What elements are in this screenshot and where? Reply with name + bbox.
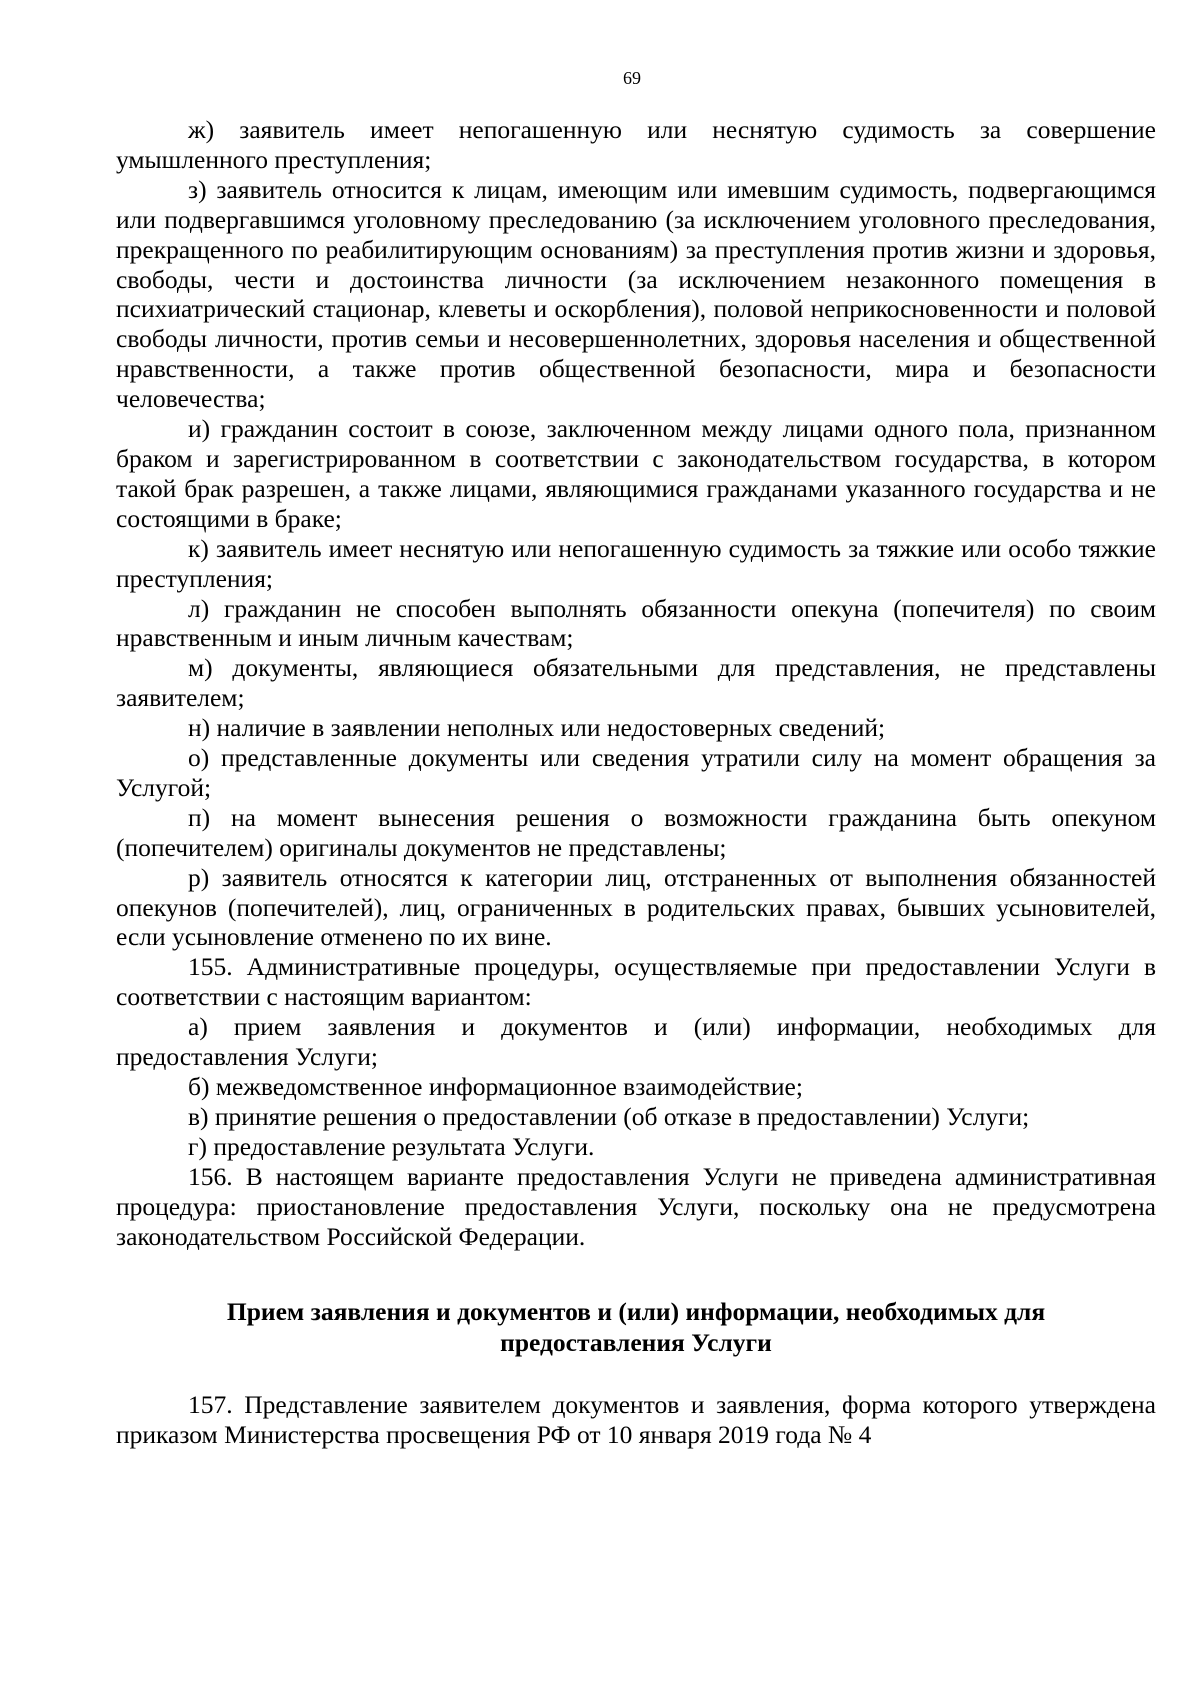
paragraph-item-p: п) на момент вынесения решения о возможности гражданина быть опекуном (попечителем) оригиналы документов не представлены; (116, 802, 1156, 862)
paragraph-item-n: н) наличие в заявлении неполных или недостоверных сведений; (188, 713, 886, 743)
paragraph-157: 157. Представление заявителем документов и заявления, форма которого утверждена приказом Министерства просвещения РФ от 10 января 2019 года № 4 (116, 1390, 1156, 1450)
paragraph-item-m: м) документы, являющиеся обязательными для представления, не представлены заявителем; (116, 653, 1156, 713)
paragraph-item-k: к) заявитель имеет неснятую или непогашенную судимость за тяжкие или особо тяжкие преступления; (116, 533, 1156, 593)
paragraph-item-v: в) принятие решения о предоставлении (об отказе в предоставлении) Услуги; (188, 1101, 1030, 1131)
paragraph-item-zh: ж) заявитель имеет непогашенную или неснятую судимость за совершение умышленного преступления; (116, 115, 1156, 174)
paragraph-item-l: л) гражданин не способен выполнять обязанности опекуна (попечителя) по своим нравственным и иным личным качествам; (116, 593, 1156, 653)
paragraph-item-r: р) заявитель относятся к категории лиц, отстраненных от выполнения обязанностей опекунов (попечителей), лиц, ограниченных в родительских правах, бывших усыновителей, если усыновление отменено по их вине. (116, 862, 1156, 952)
paragraph-item-i: и) гражданин состоит в союзе, заключенном между лицами одного пола, признанном браком и зарегистрированном в соответствии с законодательством государства, в котором такой брак разрешен, а также лицами, являющимися гражданами указанного государства и не состоящими в браке; (116, 414, 1156, 533)
paragraph-item-b: б) межведомственное информационное взаимодействие; (188, 1072, 803, 1101)
section-heading: Прием заявления и документов и (или) информации, необходимых для предоставления Услуги (226, 1297, 1046, 1358)
paragraph-item-z: з) заявитель относится к лицам, имеющим или имевшим судимость, подвергающимся или подвергавшимся уголовному преследованию (за исключением уголовного преследования, прекращенного по реабилитирующим основаниям) за преступления против жизни и здоровья, свободы, чести и достоинства личности (за исключением незаконного помещения в психиатрический стационар, клеветы и оскорбления), половой неприкосновенности и половой свободы личности, против семьи и несовершеннолетних, здоровья населения и общественной нравственности, а также против общественной безопасности, мира и безопасности человечества; (116, 174, 1156, 414)
paragraph-item-o: о) представленные документы или сведения утратили силу на момент обращения за Услугой; (116, 743, 1156, 802)
paragraph-item-g: г) предоставление результата Услуги. (188, 1131, 595, 1161)
paragraph-item-a: а) прием заявления и документов и (или) информации, необходимых для предоставления Услуги; (116, 1012, 1156, 1072)
paragraph-156: 156. В настоящем варианте предоставления Услуги не приведена административная процедура: приостановление предоставления Услуги, поскольку она не предусмотрена законодательством Российской Федерации. (116, 1161, 1156, 1251)
page-number: 69 (623, 68, 641, 88)
paragraph-155: 155. Административные процедуры, осуществляемые при предоставлении Услуги в соответствии с настоящим вариантом: (116, 952, 1156, 1012)
document-body (116, 115, 1156, 1450)
